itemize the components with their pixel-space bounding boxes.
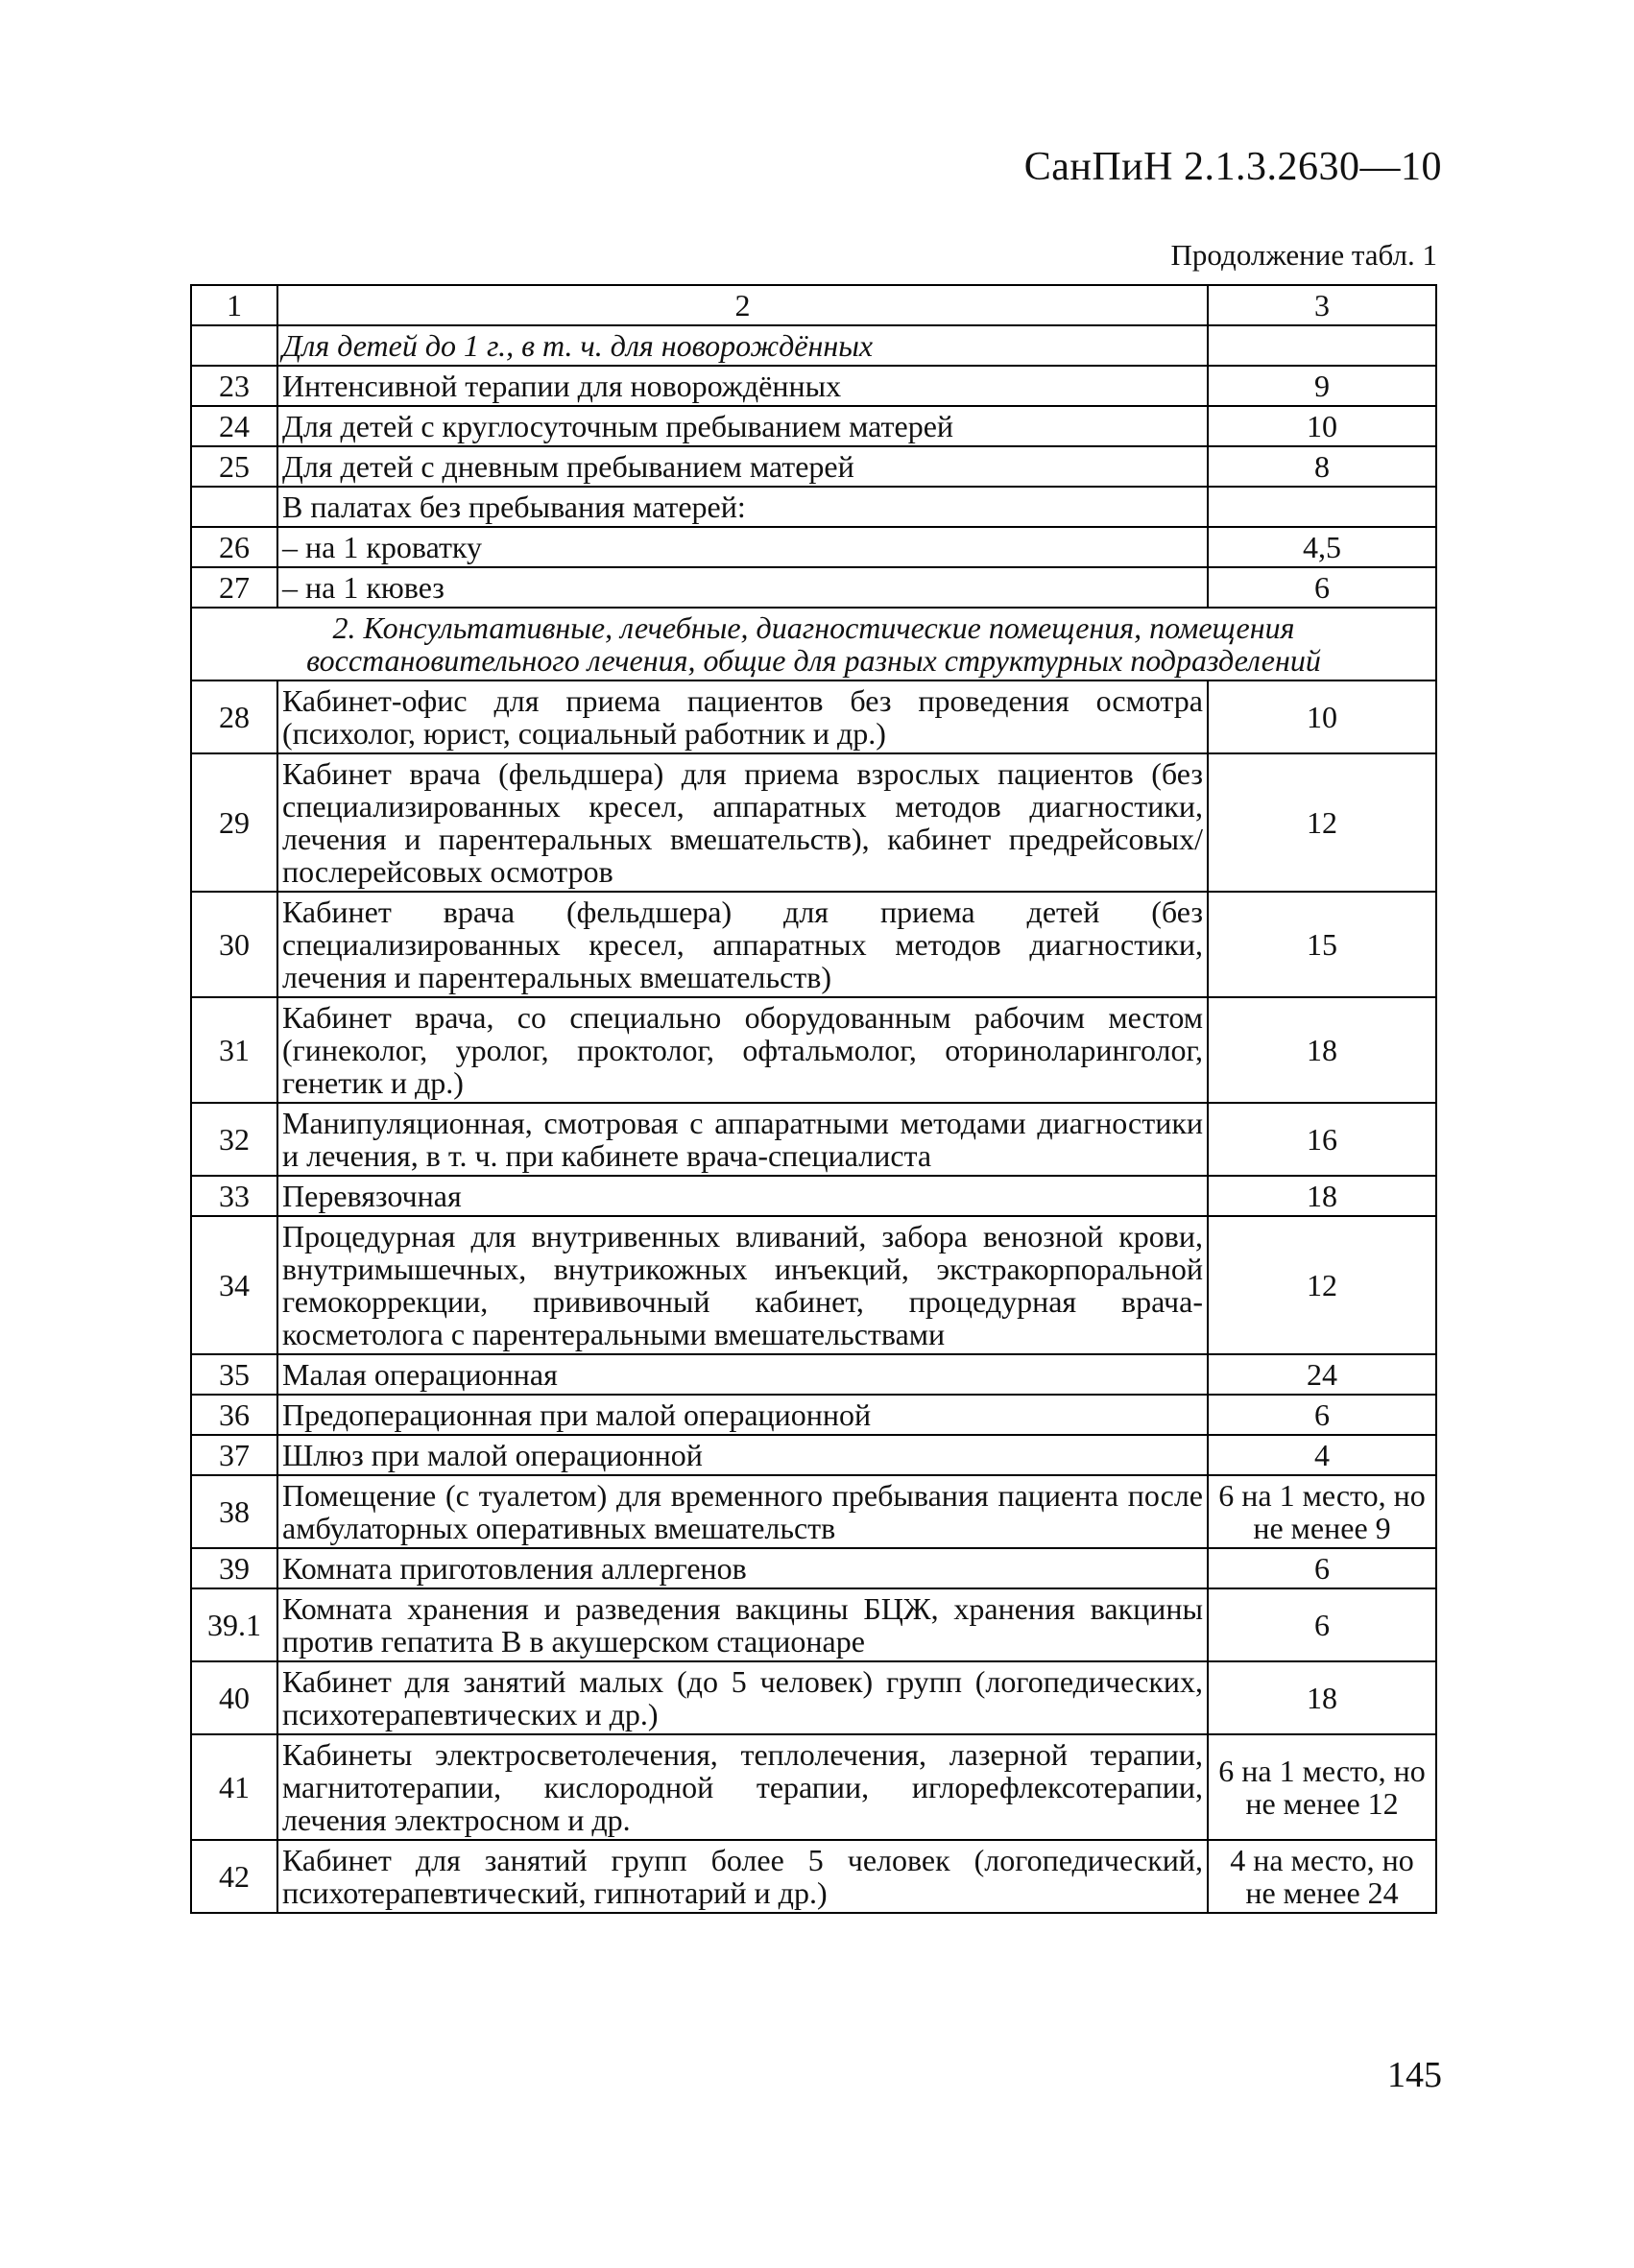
- table-row: [191, 997, 1436, 1103]
- area-value: 15: [1208, 892, 1436, 997]
- row-number: 23: [191, 366, 277, 406]
- area-value: 6 на 1 место, но не менее 9: [1208, 1475, 1436, 1548]
- area-value: 12: [1208, 753, 1436, 892]
- room-name: Кабинет для занятий групп более 5 человек (логопедический, психотерапевтический, гипнотарий и др.): [277, 1840, 1208, 1913]
- area-value: 16: [1208, 1103, 1436, 1176]
- rooms-area-table: [190, 284, 1437, 1914]
- table-row: [191, 527, 1436, 567]
- room-name: Комната хранения и разведения вакцины БЦЖ, хранения вакцины против гепатита В в акушерском стационаре: [277, 1588, 1208, 1661]
- area-value: 18: [1208, 1661, 1436, 1734]
- room-name: Помещение (с туалетом) для временного пребывания пациента после амбулаторных оперативных вмешательств: [277, 1475, 1208, 1548]
- table-row: [191, 1588, 1436, 1661]
- table-row: [191, 325, 1436, 366]
- table-row: [191, 1661, 1436, 1734]
- row-number: 26: [191, 527, 277, 567]
- row-number: 32: [191, 1103, 277, 1176]
- table-row: [191, 1548, 1436, 1588]
- area-value: 6: [1208, 1588, 1436, 1661]
- row-number: 29: [191, 753, 277, 892]
- area-value: 4: [1208, 1435, 1436, 1475]
- table-row: [191, 366, 1436, 406]
- area-value: [1208, 487, 1436, 527]
- area-value: 18: [1208, 997, 1436, 1103]
- room-name: Кабинет врача (фельдшера) для приема взрослых пациентов (без специализированных кресел, аппаратных методов диагностики, лечения и парентеральных вмешательств), кабинет предрейсовых/послерейсовых осмотров: [277, 753, 1208, 892]
- room-name: Для детей с дневным пребыванием матерей: [277, 446, 1208, 487]
- document-code: СанПиН 2.1.3.2630—10: [1023, 145, 1442, 189]
- table-row: [191, 892, 1436, 997]
- table-row: [191, 1475, 1436, 1548]
- area-value: 6 на 1 место, но не менее 12: [1208, 1734, 1436, 1840]
- row-number: 33: [191, 1176, 277, 1216]
- row-number: 35: [191, 1354, 277, 1395]
- area-value: 6: [1208, 1395, 1436, 1435]
- room-name: Предоперационная при малой операционной: [277, 1395, 1208, 1435]
- table-row: [191, 753, 1436, 892]
- row-number: 37: [191, 1435, 277, 1475]
- area-value: 8: [1208, 446, 1436, 487]
- table-row: [191, 680, 1436, 753]
- room-name: Кабинет врача, со специально оборудованным рабочим местом (гинеколог, уролог, проктолог, офтальмолог, оториноларинголог, генетик и др.): [277, 997, 1208, 1103]
- area-value: 4,5: [1208, 527, 1436, 567]
- table-row: [191, 487, 1436, 527]
- row-number: 34: [191, 1216, 277, 1354]
- area-value: 10: [1208, 680, 1436, 753]
- row-number: 31: [191, 997, 277, 1103]
- row-number: 38: [191, 1475, 277, 1548]
- room-name: Малая операционная: [277, 1354, 1208, 1395]
- area-value: 9: [1208, 366, 1436, 406]
- area-value: 6: [1208, 567, 1436, 608]
- row-number: 27: [191, 567, 277, 608]
- room-name: Процедурная для внутривенных вливаний, забора венозной крови, внутримышечных, внутрикожных инъекций, экстракорпоральной гемокоррекции, прививочный кабинет, процедурная врача-косметолога с парентеральными вмешательствами: [277, 1216, 1208, 1354]
- table-continuation-label: Продолжение табл. 1: [1170, 238, 1437, 272]
- area-value: 24: [1208, 1354, 1436, 1395]
- room-name: – на 1 кроватку: [277, 527, 1208, 567]
- table-row: [191, 406, 1436, 446]
- row-number: 39.1: [191, 1588, 277, 1661]
- table-row: [191, 1435, 1436, 1475]
- area-value: 4 на место, но не менее 24: [1208, 1840, 1436, 1913]
- page-number: 145: [1387, 2055, 1442, 2095]
- row-number: 40: [191, 1661, 277, 1734]
- room-name: Для детей до 1 г., в т. ч. для новорождённых: [277, 325, 1208, 366]
- room-name: Манипуляционная, смотровая с аппаратными методами диагностики и лечения, в т. ч. при кабинете врача-специалиста: [277, 1103, 1208, 1176]
- room-name: Шлюз при малой операционной: [277, 1435, 1208, 1475]
- table-row: [191, 1176, 1436, 1216]
- area-value: 12: [1208, 1216, 1436, 1354]
- area-value: 18: [1208, 1176, 1436, 1216]
- column-header: 3: [1208, 285, 1436, 325]
- row-number: 28: [191, 680, 277, 753]
- area-value: 10: [1208, 406, 1436, 446]
- row-number: 24: [191, 406, 277, 446]
- row-number: [191, 325, 277, 366]
- table-row: [191, 1216, 1436, 1354]
- room-name: Интенсивной терапии для новорождённых: [277, 366, 1208, 406]
- table-row: [191, 446, 1436, 487]
- column-header: 2: [277, 285, 1208, 325]
- room-name: Для детей с круглосуточным пребыванием матерей: [277, 406, 1208, 446]
- table-header-row: [191, 285, 1436, 325]
- row-number: 30: [191, 892, 277, 997]
- row-number: 42: [191, 1840, 277, 1913]
- room-name: В палатах без пребывания матерей:: [277, 487, 1208, 527]
- row-number: 41: [191, 1734, 277, 1840]
- section-title: 2. Консультативные, лечебные, диагностические помещения, помещения восстановительного лечения, общие для разных структурных подразделений: [191, 608, 1436, 680]
- table-row: [191, 567, 1436, 608]
- table-row: [191, 1840, 1436, 1913]
- room-name: Кабинет для занятий малых (до 5 человек) групп (логопедических, психотерапевтических и др.): [277, 1661, 1208, 1734]
- row-number: 36: [191, 1395, 277, 1435]
- area-value: 6: [1208, 1548, 1436, 1588]
- table-row: [191, 1395, 1436, 1435]
- row-number: 39: [191, 1548, 277, 1588]
- table-row: [191, 1734, 1436, 1840]
- room-name: Перевязочная: [277, 1176, 1208, 1216]
- row-number: [191, 487, 277, 527]
- row-number: 25: [191, 446, 277, 487]
- room-name: Кабинеты электросветолечения, теплолечения, лазерной терапии, магнитотерапии, кислородной терапии, иглорефлексотерапии, лечения электросном и др.: [277, 1734, 1208, 1840]
- table-row: [191, 1103, 1436, 1176]
- room-name: – на 1 кювез: [277, 567, 1208, 608]
- table-row: [191, 1354, 1436, 1395]
- column-header: 1: [191, 285, 277, 325]
- section-row: [191, 608, 1436, 680]
- area-value: [1208, 325, 1436, 366]
- room-name: Комната приготовления аллергенов: [277, 1548, 1208, 1588]
- room-name: Кабинет-офис для приема пациентов без проведения осмотра (психолог, юрист, социальный работник и др.): [277, 680, 1208, 753]
- room-name: Кабинет врача (фельдшера) для приема детей (без специализированных кресел, аппаратных методов диагностики, лечения и парентеральных вмешательств): [277, 892, 1208, 997]
